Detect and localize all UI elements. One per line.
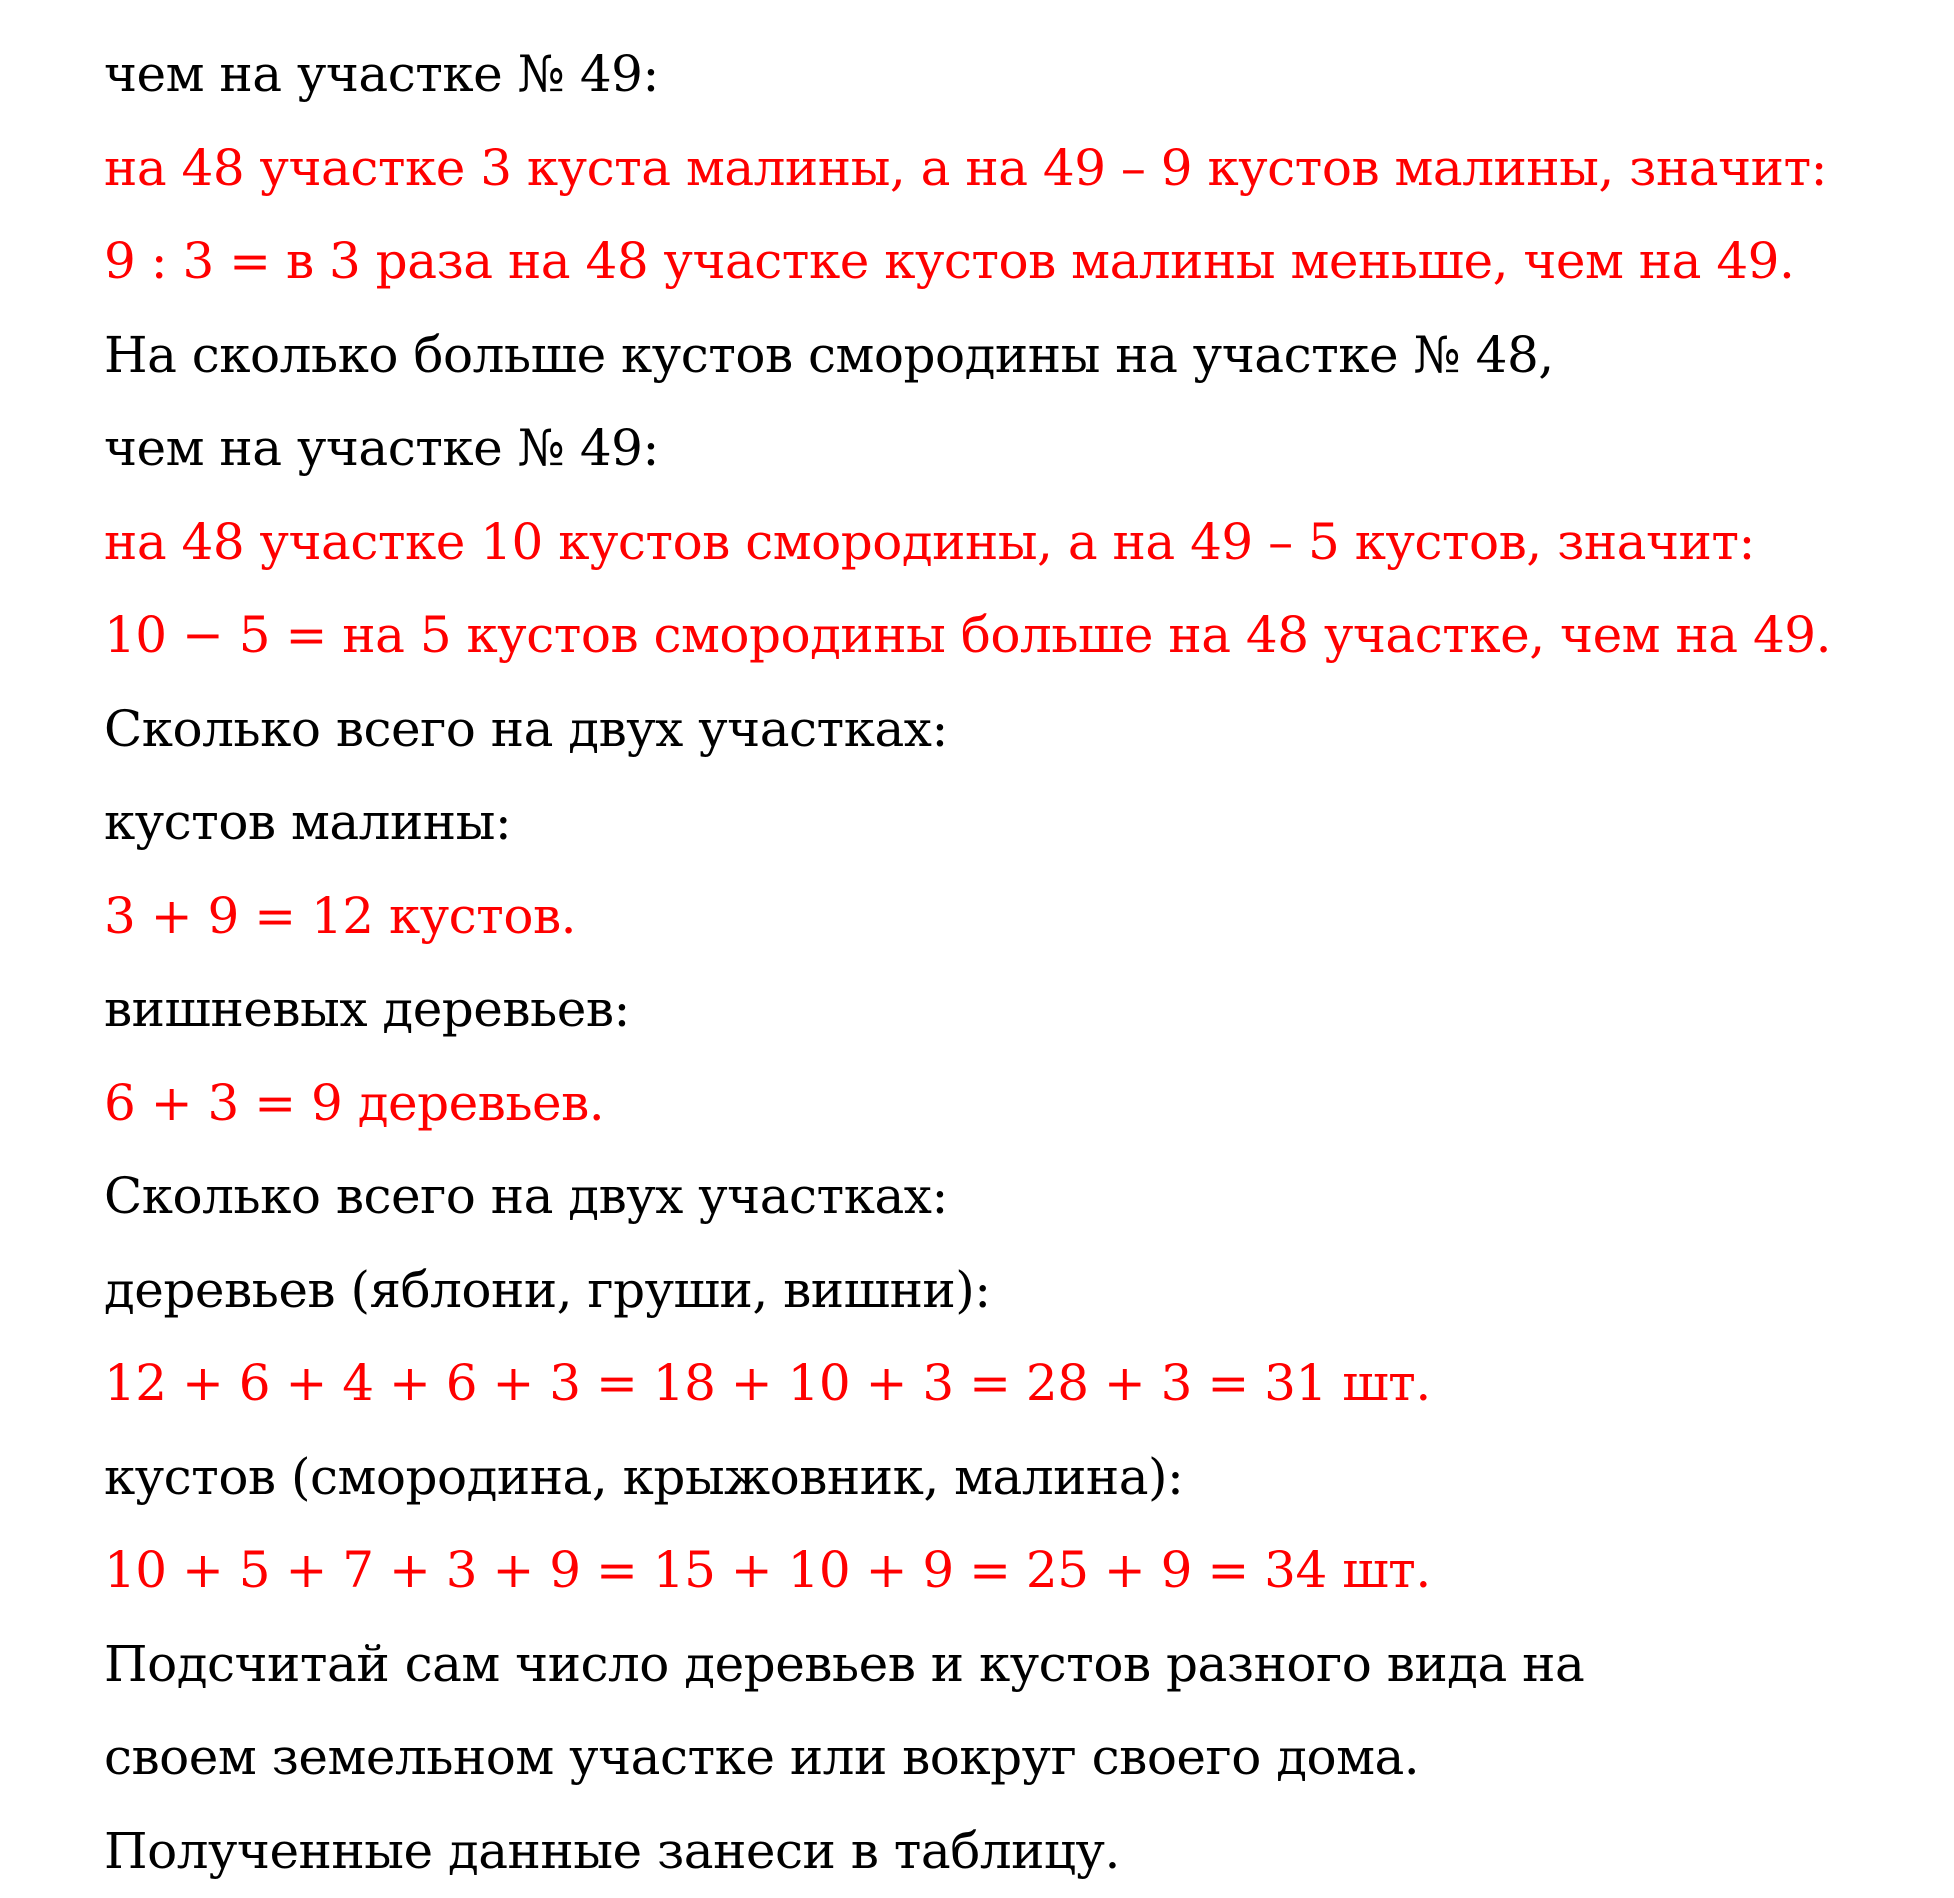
text-line-table-instruction: Полученные данные занеси в таблицу. bbox=[104, 1805, 1914, 1898]
answer-line-cherry-sum: 6 + 3 = 9 деревьев. bbox=[104, 1057, 1914, 1151]
text-line-own-plot: своем земельном участке или вокруг своего дома. bbox=[104, 1711, 1914, 1805]
answer-line-bushes-sum: 10 + 5 + 7 + 3 + 9 = 15 + 10 + 9 = 25 + 9 = 34 шт. bbox=[104, 1524, 1914, 1618]
answer-line-raspberry-comparison: на 48 участке 3 куста малины, а на 49 – 9 кустов малины, значит: bbox=[104, 122, 1914, 216]
answer-line-trees-sum: 12 + 6 + 4 + 6 + 3 = 18 + 10 + 3 = 28 + 3 = 31 шт. bbox=[104, 1337, 1914, 1431]
text-line-total-two-plots-2: Сколько всего на двух участках: bbox=[104, 1150, 1914, 1244]
text-line-question-49-again: чем на участке № 49: bbox=[104, 402, 1914, 496]
answer-line-currant-subtraction: 10 − 5 = на 5 кустов смородины больше на 48 участке, чем на 49. bbox=[104, 589, 1914, 683]
text-line-bushes-types: кустов (смородина, крыжовник, малина): bbox=[104, 1431, 1914, 1525]
text-line-raspberry-bushes: кустов малины: bbox=[104, 776, 1914, 870]
answer-line-raspberry-sum: 3 + 9 = 12 кустов. bbox=[104, 870, 1914, 964]
text-line-question-49: чем на участке № 49: bbox=[104, 28, 1914, 122]
text-line-cherry-trees: вишневых деревьев: bbox=[104, 963, 1914, 1057]
text-line-total-two-plots: Сколько всего на двух участках: bbox=[104, 683, 1914, 777]
text-line-trees-types: деревьев (яблони, груши, вишни): bbox=[104, 1244, 1914, 1338]
text-line-count-yourself: Подсчитай сам число деревьев и кустов разного вида на bbox=[104, 1618, 1914, 1712]
answer-line-currant-comparison: на 48 участке 10 кустов смородины, а на 49 – 5 кустов, значит: bbox=[104, 496, 1914, 590]
answer-line-raspberry-division: 9 : 3 = в 3 раза на 48 участке кустов малины меньше, чем на 49. bbox=[104, 215, 1914, 309]
document-body bbox=[104, 28, 1914, 1898]
text-line-currant-question: На сколько больше кустов смородины на участке № 48, bbox=[104, 309, 1914, 403]
